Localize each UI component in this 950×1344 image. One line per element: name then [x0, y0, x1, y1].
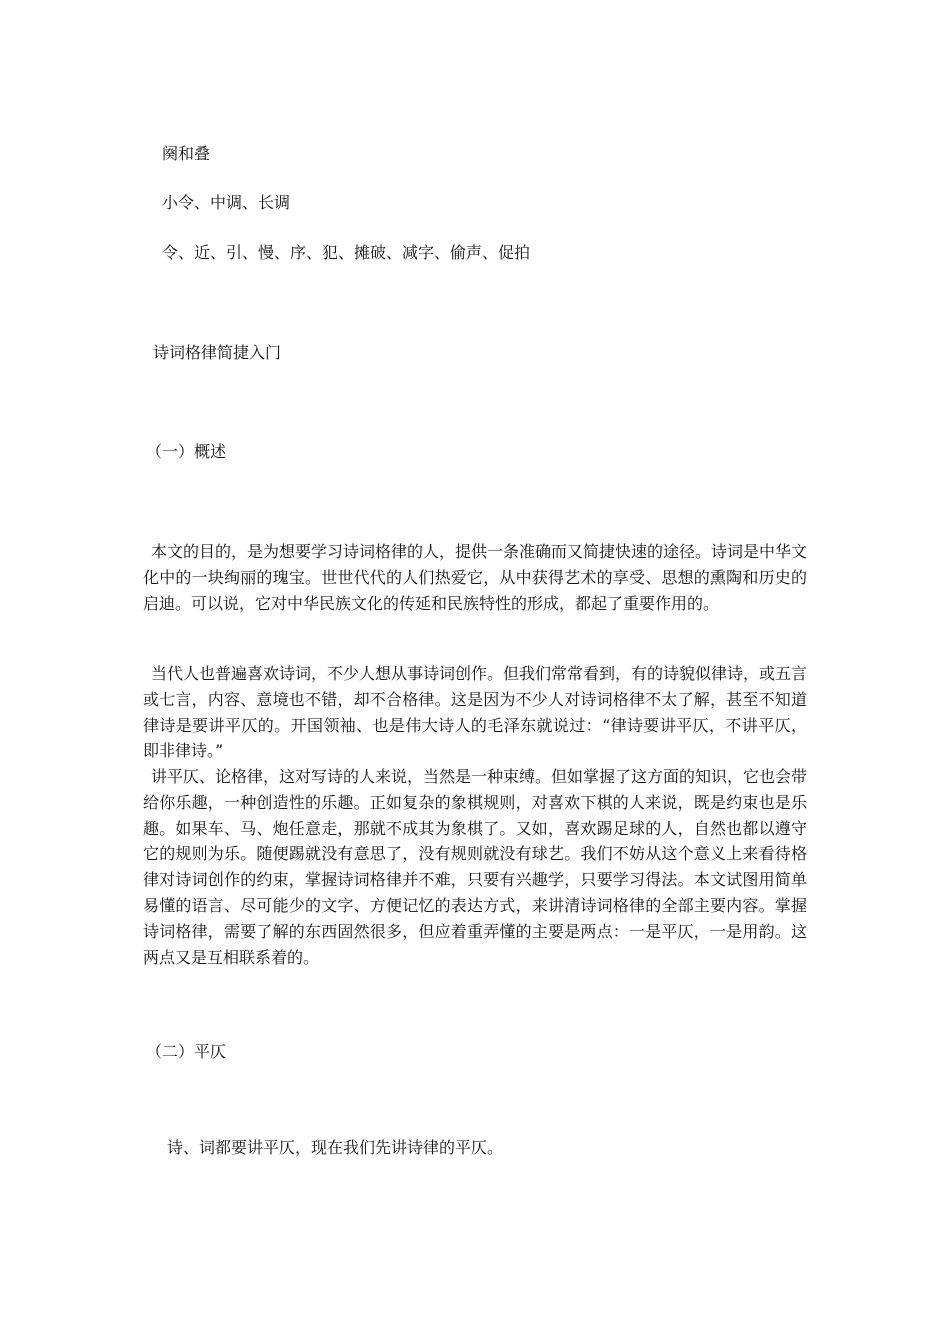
- term-line-variants: 令、近、引、慢、序、犯、摊破、减字、偷声、促拍: [162, 243, 531, 262]
- document-title: 诗词格律简捷入门: [153, 343, 282, 362]
- section-heading-tones: （二）平仄: [146, 1042, 227, 1061]
- term-line-que-die: 阕和叠: [162, 144, 211, 163]
- term-line-length-types: 小令、中调、长调: [162, 193, 291, 212]
- paragraph-rules: 讲平仄、论格律，这对写诗的人来说，当然是一种束缚。但如掌握了这方面的知识，它也会带给你乐趣，一种创造性的乐趣。正如复杂的象棋规则，对喜欢下棋的人来说，既是约束也是乐趣。如果车、马、炮任意走，那就不成其为象棋了。又如，喜欢踢足球的人，自然也都以遵守它的规则为乐。随便踢就没有意思了，没有规则就没有球艺。我们不妨从这个意义上来看待格律对诗词创作的约束，掌握诗词格律并不难，只要有兴趣学，只要学习得法。本文试图用简单易懂的语言、尽可能少的文字、方便记忆的表达方式，来讲清诗词格律的全部主要内容。掌握诗词格律，需要了解的东西固然很多，但应着重弄懂的主要是两点：一是平仄，一是用韵。这两点又是互相联系着的。: [143, 767, 808, 967]
- paragraph-contemporary: 当代人也普遍喜欢诗词，不少人想从事诗词创作。但我们常常看到，有的诗貌似律诗，或五言或七言，内容、意境也不错，却不合格律。这是因为不少人对诗词格律不太了解，甚至不知道律诗是要讲平仄的。开国领袖、也是伟大诗人的毛泽东就说过：“律诗要讲平仄，不讲平仄，即非律诗。”: [143, 664, 808, 761]
- paragraph-purpose: 本文的目的，是为想要学习诗词格律的人，提供一条准确而又简捷快速的途径。诗词是中华文化中的一块绚丽的瑰宝。世世代代的人们热爱它，从中获得艺术的享受、思想的熏陶和历史的启迪。可以说，它对中华民族文化的传延和民族特性的形成，都起了重要作用的。: [143, 542, 808, 613]
- section-heading-overview: （一）概述: [146, 442, 227, 461]
- paragraph-tones-intro: 诗、词都要讲平仄，现在我们先讲诗律的平仄。: [167, 1138, 504, 1157]
